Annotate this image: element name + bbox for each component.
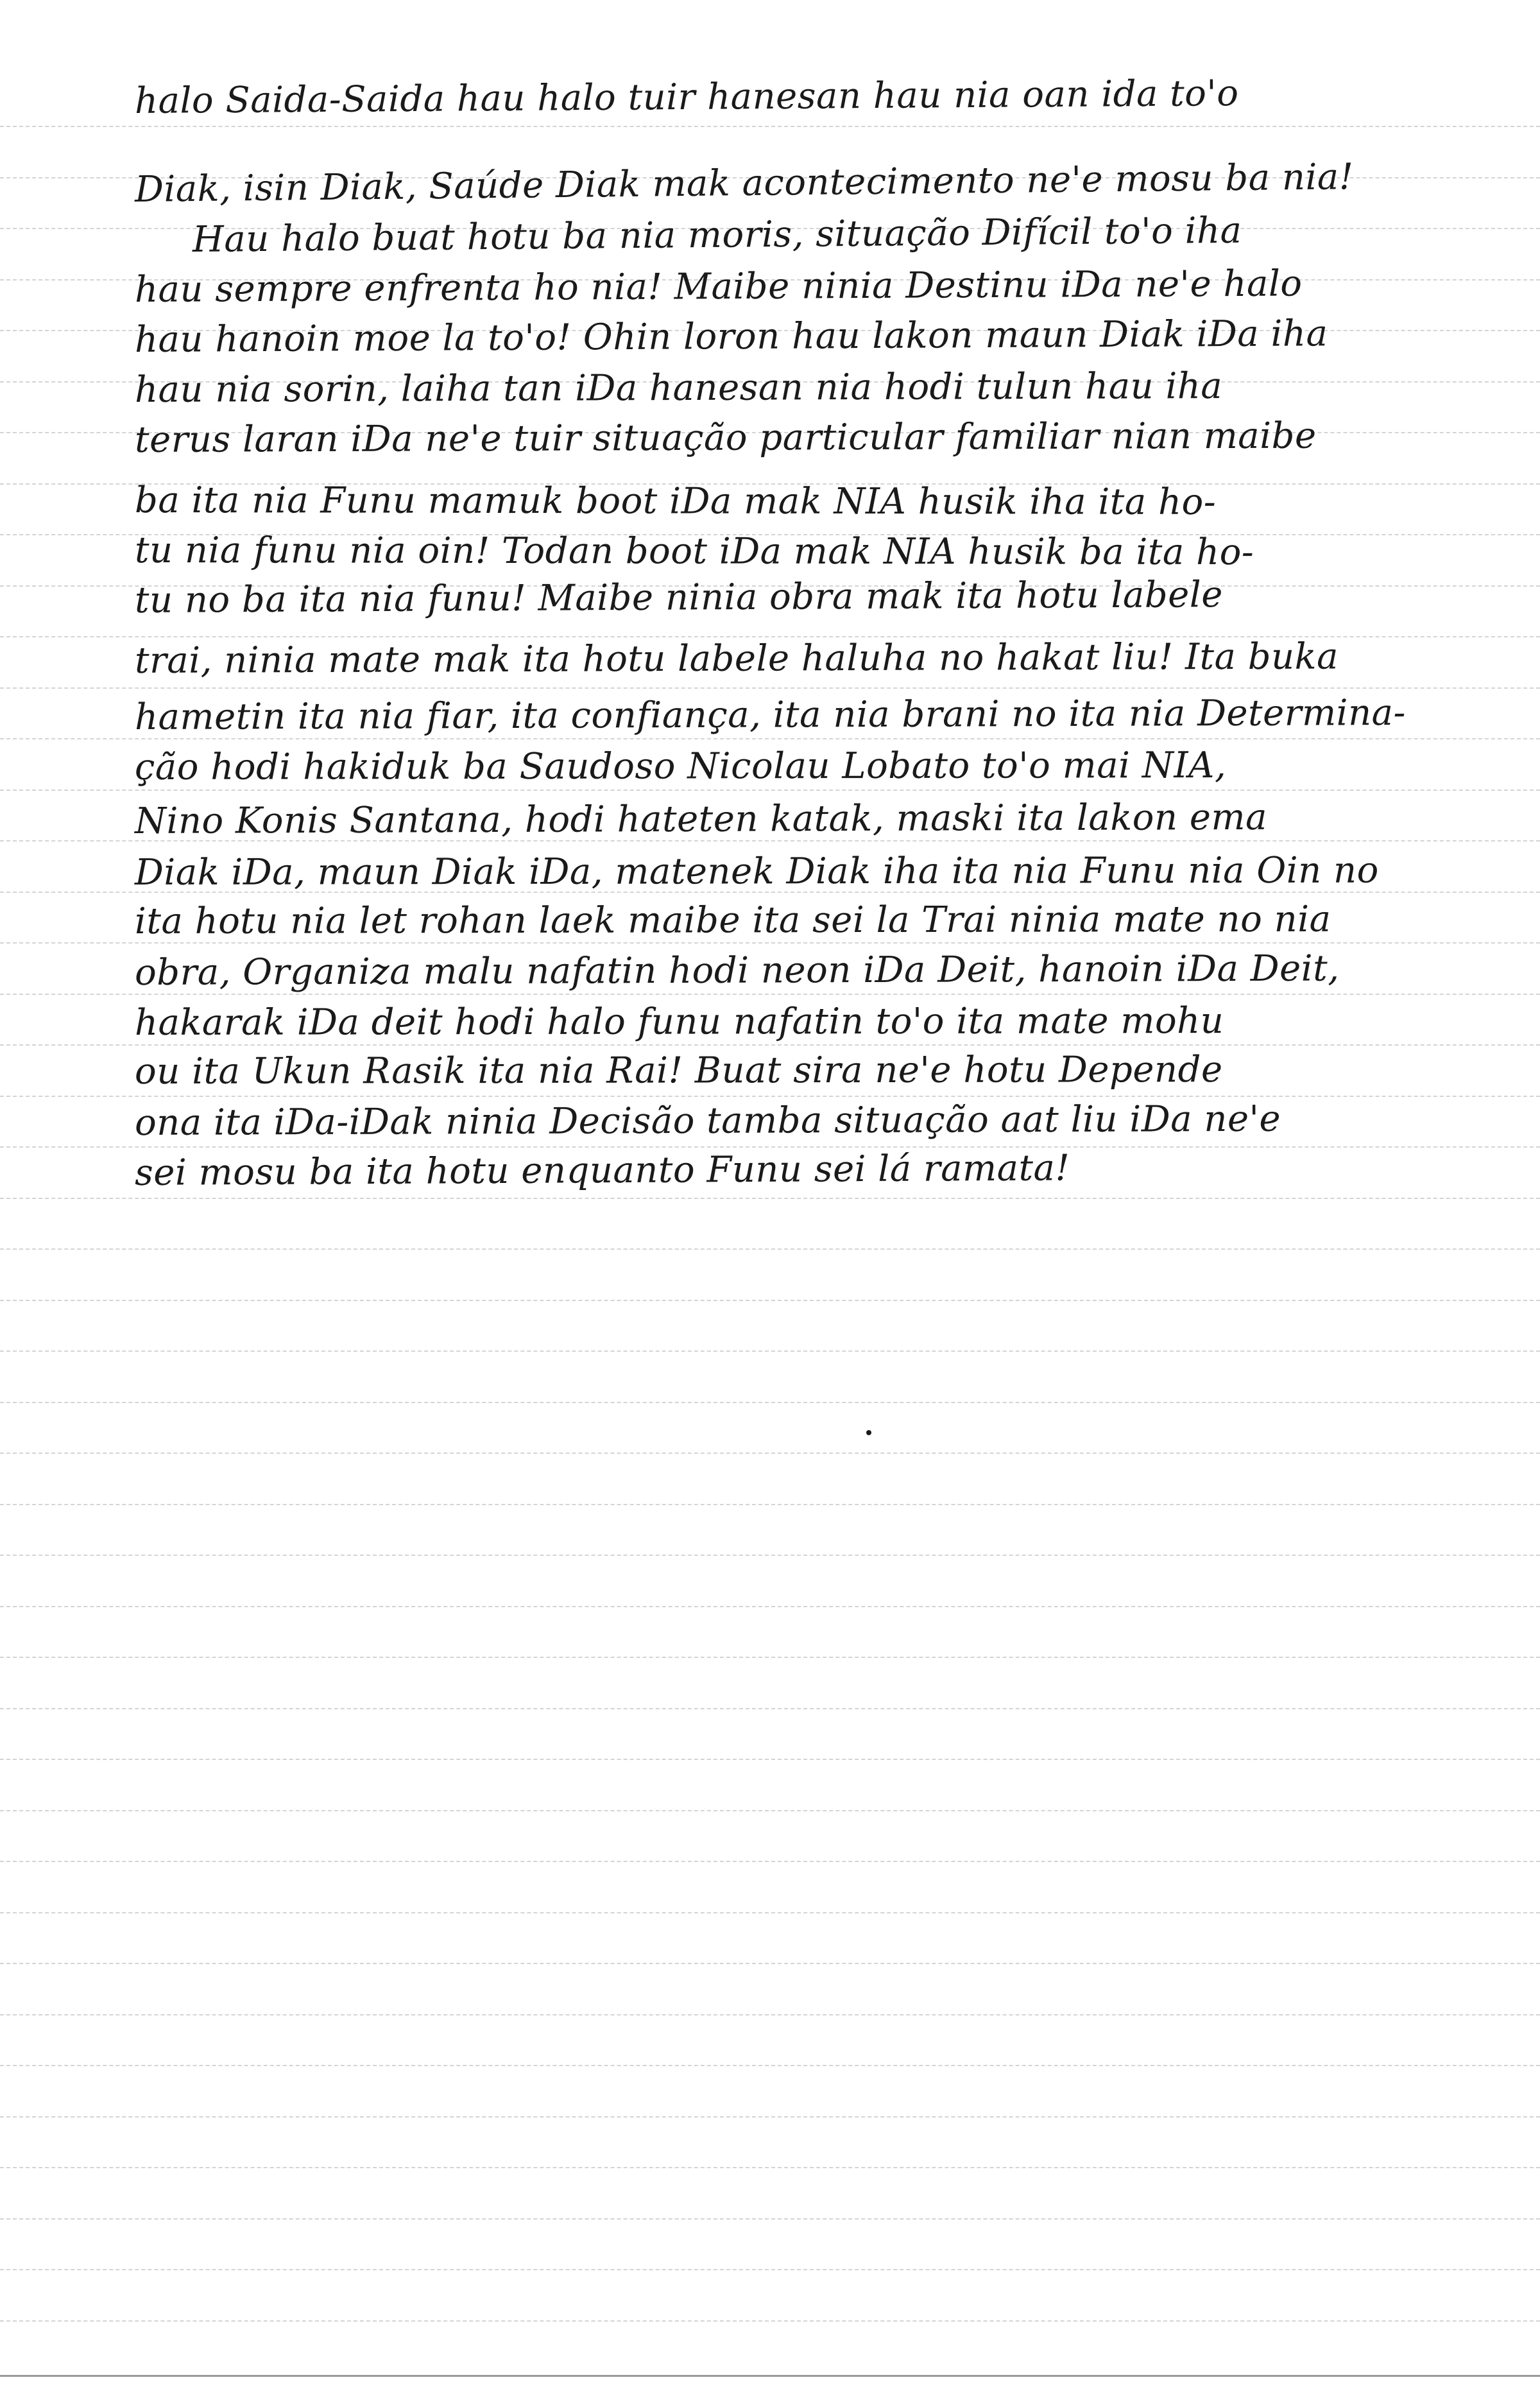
- text-line: hakarak iDa deit hodi halo funu nafatin to'o ita mate mohu: [134, 1000, 1224, 1044]
- text-line: Hau halo buat hotu ba nia moris, situação Difícil to'o iha: [192, 209, 1242, 261]
- text-line: ou ita Ukun Rasik ita nia Rai! Buat sira ne'e hotu Depende: [134, 1049, 1223, 1092]
- text-line: tu no ba ita nia funu! Maibe ninia obra mak ita hotu labele: [134, 574, 1224, 621]
- text-line: hametin ita nia fiar, ita confiança, ita nia brani no ita nia Determina-: [134, 692, 1407, 738]
- text-line: Diak iDa, maun Diak iDa, matenek Diak iha ita nia Funu nia Oin no: [134, 849, 1379, 893]
- handwritten-text-block: [135, 0, 1489, 2407]
- text-line: trai, ninia mate mak ita hotu labele haluha no hakat liu! Ita buka: [134, 635, 1339, 682]
- text-line: Nino Konis Santana, hodi hateten katak, maski ita lakon ema: [134, 796, 1268, 842]
- text-line: halo Saida-Saida hau halo tuir hanesan hau nia oan ida to'o: [134, 72, 1239, 122]
- text-line: ita hotu nia let rohan laek maibe ita sei la Trai ninia mate no nia: [134, 898, 1331, 942]
- text-line: hau nia sorin, laiha tan iDa hanesan nia hodi tulun hau iha: [134, 365, 1223, 411]
- text-line: Diak, isin Diak, Saúde Diak mak acontecimento ne'e mosu ba nia!: [134, 156, 1355, 211]
- bottom-margin-rule: [0, 2375, 1540, 2377]
- text-line: hau hanoin moe la to'o! Ohin loron hau lakon maun Diak iDa iha: [134, 313, 1328, 361]
- text-line: obra, Organiza malu nafatin hodi neon iDa Deit, hanoin iDa Deit,: [134, 947, 1340, 994]
- text-line: ção hodi hakiduk ba Saudoso Nicolau Lobato to'o mai NIA,: [134, 745, 1227, 788]
- text-line: hau sempre enfrenta ho nia! Maibe ninia Destinu iDa ne'e halo: [134, 263, 1303, 311]
- text-line: terus laran iDa ne'e tuir situação particular familiar nian maibe: [134, 415, 1317, 461]
- text-line: ba ita nia Funu mamuk boot iDa mak NIA husik iha ita ho-: [134, 479, 1217, 523]
- ink-dot: [866, 1430, 871, 1435]
- text-line: tu nia funu nia oin! Todan boot iDa mak NIA husik ba ita ho-: [134, 530, 1254, 574]
- text-line: ona ita iDa-iDak ninia Decisão tamba situação aat liu iDa ne'e: [134, 1098, 1281, 1144]
- text-line: sei mosu ba ita hotu enquanto Funu sei lá ramata!: [134, 1147, 1070, 1194]
